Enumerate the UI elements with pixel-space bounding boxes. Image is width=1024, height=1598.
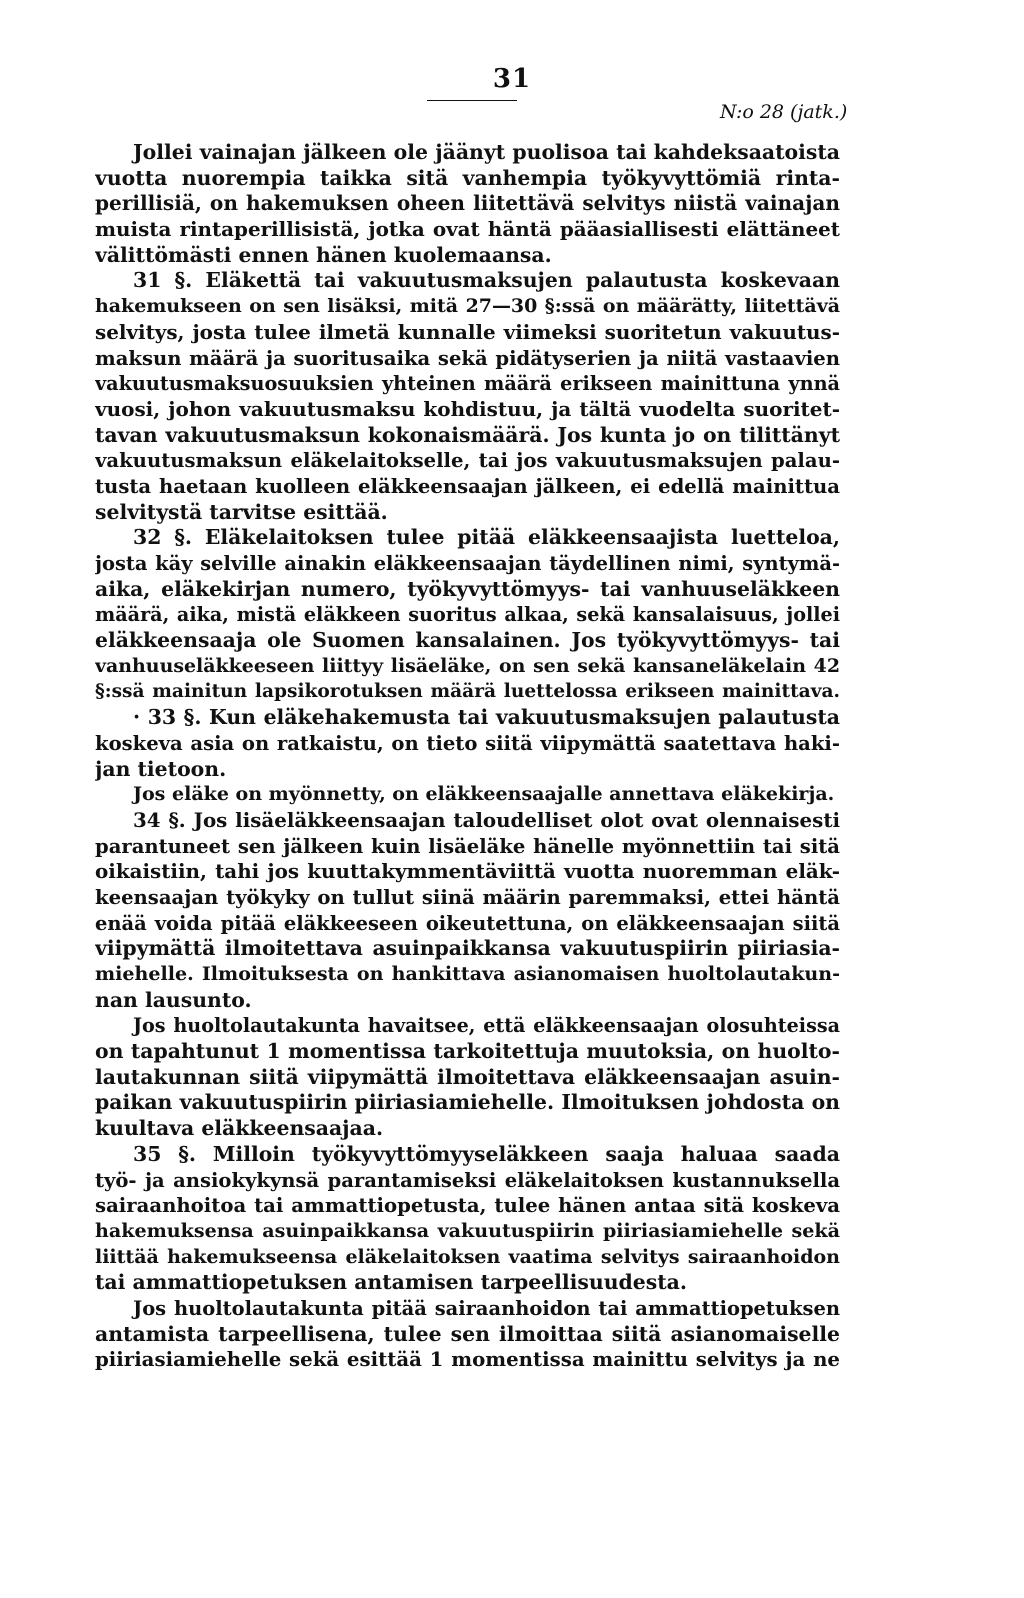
text-line: jan tietoon. [95, 756, 227, 781]
text-line: enää voida pitää eläkkeeseen oikeutettuna, on eläkkeensaajan siitä [95, 911, 840, 935]
text-line: välittömästi ennen hänen kuolemaansa. [95, 242, 552, 267]
text-line: josta käy selville ainakin eläkkeensaajan täydellinen nimi, syntymä- [95, 552, 840, 575]
running-head: N:o 28 (jatk.) [720, 101, 848, 123]
text-line: koskeva asia on ratkaistu, on tieto siitä viipymättä saatettava haki- [95, 731, 840, 755]
text-line: selvitys, josta tulee ilmetä kunnalle viimeksi suoritetun vakuutus- [95, 319, 840, 344]
text-line: vuosi, johon vakuutusmaksu kohdistuu, ja tältä vuodelta suoritet- [95, 396, 840, 421]
text-line: liittää hakemukseensa eläkelaitoksen vaatima selvitys sairaanhoidon [95, 1245, 840, 1268]
text-line: kuultava eläkkeensaajaa. [95, 1116, 384, 1141]
text-line: hakemukseen on sen lisäksi, mitä 27—30 §:ssä on määrätty, liitettävä [95, 295, 840, 318]
text-line: oikaistiin, tahi jos kuuttakymmentäviittä vuotta nuoremman eläk- [95, 859, 840, 884]
text-line: Jos huoltolautakunta havaitsee, että eläkkeensaajan olosuhteissa [133, 1014, 840, 1038]
text-line: lautakunnan siitä viipymättä ilmoitettava eläkkeensaajan asuin- [95, 1064, 840, 1089]
text-line: paikan vakuutuspiirin piiriasiamiehelle. Ilmoituksen johdosta on [95, 1090, 840, 1115]
text-line: §:ssä mainitun lapsikorotuksen määrä luettelossa erikseen mainittava. [95, 681, 840, 703]
body-text [95, 140, 840, 1373]
text-line: työ- ja ansiokykynsä parantamiseksi eläkelaitoksen kustannuksella [95, 1168, 840, 1192]
text-line: tusta haetaan kuolleen eläkkeensaajan jälkeen, ei edellä mainittua [95, 474, 840, 498]
text-line: vakuutusmaksun eläkelaitokselle, tai jos vakuutusmaksujen palau- [95, 449, 840, 473]
text-line: on tapahtunut 1 momentissa tarkoitettuja muutoksia, on huolto- [95, 1039, 840, 1064]
text-line: · 33 §. Kun eläkehakemusta tai vakuutusmaksujen palautusta [133, 705, 840, 730]
text-line: 32 §. Eläkelaitoksen tulee pitää eläkkeensaajista luetteloa, [133, 525, 840, 550]
text-line: keensaajan työkyky on tullut siinä määrin paremmaksi, ettei häntä [95, 885, 840, 909]
text-line: piiriasiamiehelle sekä esittää 1 momentissa mainittu selvitys ja ne [95, 1347, 840, 1372]
text-line: maksun määrä ja suoritusaika sekä pidätyserien ja niitä vastaavien [95, 346, 840, 370]
text-line: Jollei vainajan jälkeen ole jäänyt puolisoa tai kahdeksaatoista [133, 140, 840, 164]
text-line: tai ammattiopetuksen antamisen tarpeellisuudesta. [95, 1270, 687, 1295]
text-line: nan lausunto. [95, 987, 252, 1012]
text-line: vuotta nuorempia taikka sitä vanhempia työkyvyttömiä rinta- [95, 165, 840, 190]
text-line: muista rintaperillisistä, jotka ovat häntä pääasiallisesti elättäneet [95, 217, 840, 242]
text-line: parantuneet sen jälkeen kuin lisäeläke hänelle myönnettiin tai sitä [95, 834, 840, 858]
text-line: perillisiä, on hakemuksen oheen liitettävä selvitys niistä vainajan [95, 191, 840, 216]
text-line: Jos eläke on myönnetty, on eläkkeensaajalle annettava eläkekirja. [133, 783, 835, 806]
text-line: miehelle. Ilmoituksesta on hankittava asianomaisen huoltolautakun- [95, 963, 840, 985]
text-line: selvitystä tarvitse esittää. [95, 499, 388, 524]
text-line: Jos huoltolautakunta pitää sairaanhoidon tai ammattiopetuksen [133, 1296, 840, 1320]
text-line: viipymättä ilmoitettava asuinpaikkansa vakuutuspiirin piiriasia- [95, 936, 840, 961]
text-line: hakemuksensa asuinpaikkansa vakuutuspiirin piiriasiamiehelle sekä [95, 1219, 840, 1242]
text-line: antamista tarpeellisena, tulee sen ilmoittaa siitä asianomaiselle [95, 1321, 840, 1346]
text-line: aika, eläkekirjan numero, työkyvyttömyys- tai vanhuuseläkkeen [95, 576, 840, 601]
header-rule [427, 100, 517, 101]
text-line: määrä, aika, mistä eläkkeen suoritus alkaa, sekä kansalaisuus, jollei [95, 603, 840, 627]
text-line: vakuutusmaksuosuuksien yhteinen määrä erikseen mainittuna ynnä [95, 372, 840, 396]
text-line: 31 §. Eläkettä tai vakuutusmaksujen palautusta koskevaan [133, 268, 840, 293]
page-number: 31 [492, 64, 532, 94]
text-line: eläkkeensaaja ole Suomen kansalainen. Jos työkyvyttömyys- tai [95, 628, 840, 653]
text-line: sairaanhoitoa tai ammattiopetusta, tulee hänen antaa sitä koskeva [95, 1194, 840, 1218]
text-line: tavan vakuutusmaksun kokonaismäärä. Jos kunta jo on tilittänyt [95, 422, 840, 447]
text-line: 35 §. Milloin työkyvyttömyyseläkkeen saaja haluaa saada [133, 1141, 840, 1166]
text-line: vanhuuseläkkeeseen liittyy lisäeläke, on sen sekä kansaneläkelain 42 [95, 654, 840, 677]
text-line: 34 §. Jos lisäeläkkeensaajan taloudelliset olot ovat olennaisesti [133, 807, 840, 832]
